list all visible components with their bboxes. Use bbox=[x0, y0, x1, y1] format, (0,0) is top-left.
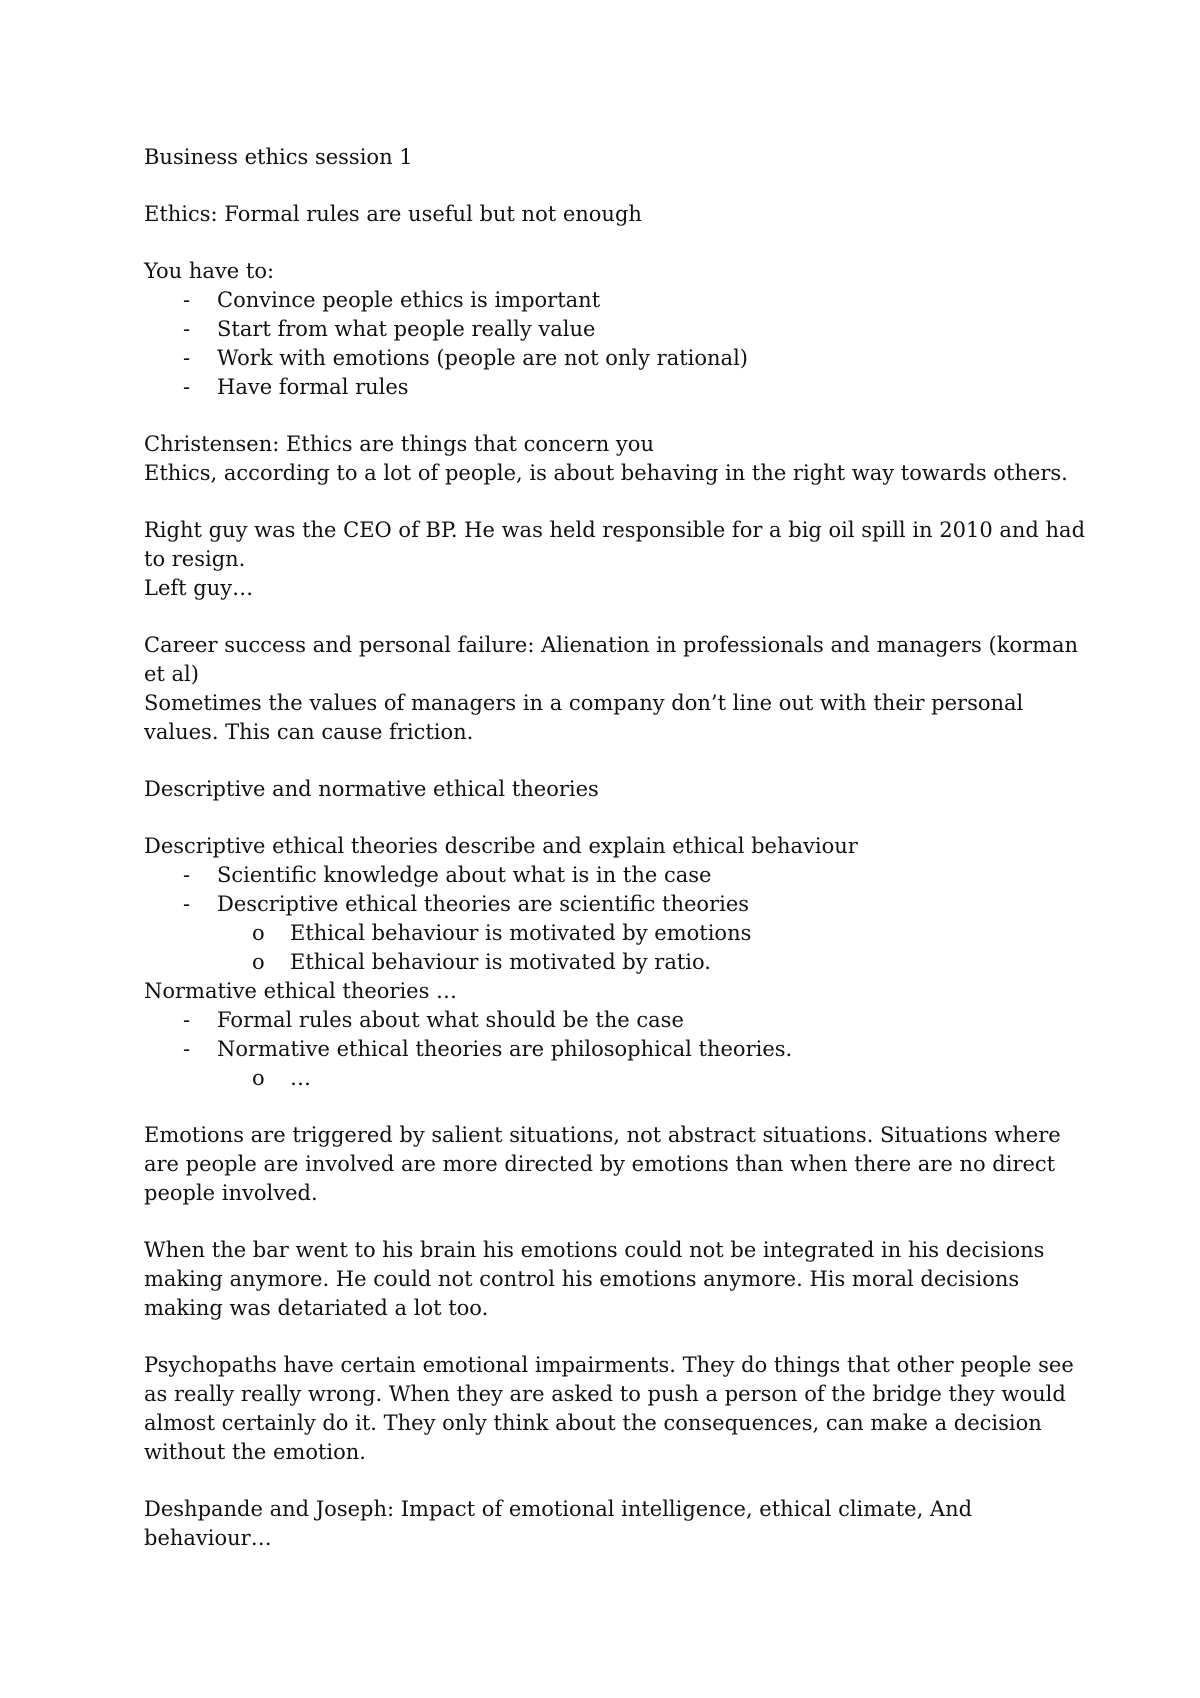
paragraph-line: people involved. bbox=[144, 1181, 318, 1205]
list-item-text: Normative ethical theories are philosophical theories. bbox=[217, 1037, 793, 1061]
dash-bullet: - bbox=[183, 288, 191, 312]
emotions-paragraph bbox=[144, 1121, 1074, 1208]
document-title bbox=[144, 143, 1074, 172]
list-item bbox=[144, 1006, 1074, 1035]
paragraph-line: Sometimes the values of managers in a company don’t line out with their personal bbox=[144, 691, 1024, 715]
list-item bbox=[144, 890, 1074, 919]
paragraph-line: Ethics, according to a lot of people, is about behaving in the right way towards others. bbox=[144, 461, 1068, 485]
paragraph-line: almost certainly do it. They only think about the consequences, can make a decision bbox=[144, 1411, 1042, 1435]
you-have-to-list bbox=[144, 286, 1074, 402]
paragraph-line: Career success and personal failure: Alienation in professionals and managers (korman bbox=[144, 633, 1079, 657]
list-item-text: Scientific knowledge about what is in the case bbox=[217, 863, 712, 887]
psychopaths-paragraph bbox=[144, 1351, 1074, 1467]
paragraph-line: Deshpande and Joseph: Impact of emotional intelligence, ethical climate, And bbox=[144, 1497, 973, 1521]
dash-bullet: - bbox=[183, 863, 191, 887]
dash-bullet: - bbox=[183, 317, 191, 341]
normative-list bbox=[144, 1006, 1074, 1064]
career-paragraph bbox=[144, 631, 1079, 747]
list-item bbox=[144, 315, 1074, 344]
dash-bullet: - bbox=[183, 346, 191, 370]
dash-bullet: - bbox=[183, 892, 191, 916]
theories-section bbox=[144, 832, 1074, 1093]
descriptive-intro: Descriptive ethical theories describe and explain ethical behaviour bbox=[144, 834, 858, 858]
paragraph-line: are people are involved are more directed by emotions than when there are no direct bbox=[144, 1152, 1056, 1176]
you-have-to-intro: You have to: bbox=[144, 259, 275, 283]
dash-bullet: - bbox=[183, 375, 191, 399]
dash-bullet: - bbox=[183, 1037, 191, 1061]
you-have-to-section bbox=[144, 257, 1074, 402]
bar-paragraph bbox=[144, 1236, 1074, 1323]
heading-text: Descriptive and normative ethical theories bbox=[144, 777, 599, 801]
paragraph-line: making anymore. He could not control his emotions anymore. His moral decisions bbox=[144, 1267, 1020, 1291]
normative-intro: Normative ethical theories … bbox=[144, 979, 458, 1003]
document-body bbox=[144, 143, 1086, 1553]
theories-heading bbox=[144, 775, 1074, 804]
paragraph-line: behaviour… bbox=[144, 1526, 272, 1550]
paragraph-line: Left guy… bbox=[144, 576, 254, 600]
list-item bbox=[144, 1035, 1074, 1064]
list-item-text: Descriptive ethical theories are scientific theories bbox=[217, 892, 750, 916]
list-item bbox=[144, 286, 1074, 315]
christensen-paragraph bbox=[144, 430, 1074, 488]
sublist-item bbox=[144, 1064, 1074, 1093]
paragraph-line: Christensen: Ethics are things that concern you bbox=[144, 432, 654, 456]
normative-sublist bbox=[144, 1064, 1074, 1093]
paragraph-line: Psychopaths have certain emotional impairments. They do things that other people see bbox=[144, 1353, 1074, 1377]
paragraph-line: as really really wrong. When they are asked to push a person of the bridge they would bbox=[144, 1382, 1066, 1406]
ethics-text: Ethics: Formal rules are useful but not enough bbox=[144, 202, 642, 226]
sublist-item bbox=[144, 948, 1074, 977]
title-text: Business ethics session 1 bbox=[144, 145, 413, 169]
list-item-text: Work with emotions (people are not only rational) bbox=[217, 346, 748, 370]
paragraph-line: making was detariated a lot too. bbox=[144, 1296, 489, 1320]
circle-bullet: o bbox=[252, 921, 265, 945]
paragraph-line: to resign. bbox=[144, 547, 246, 571]
list-item-text: Formal rules about what should be the case bbox=[217, 1008, 684, 1032]
circle-bullet: o bbox=[252, 950, 265, 974]
list-item bbox=[144, 344, 1074, 373]
bp-paragraph bbox=[144, 516, 1086, 603]
paragraph-line: values. This can cause friction. bbox=[144, 720, 474, 744]
list-item-text: Have formal rules bbox=[217, 375, 409, 399]
sublist-item-text: Ethical behaviour is motivated by ratio. bbox=[290, 950, 711, 974]
paragraph-line: When the bar went to his brain his emotions could not be integrated in his decisions bbox=[144, 1238, 1045, 1262]
sublist-item-text: … bbox=[290, 1066, 311, 1090]
sublist-item bbox=[144, 919, 1074, 948]
paragraph-line: Right guy was the CEO of BP. He was held responsible for a big oil spill in 2010 and had bbox=[144, 518, 1086, 542]
paragraph-line: Emotions are triggered by salient situations, not abstract situations. Situations where bbox=[144, 1123, 1061, 1147]
descriptive-sublist bbox=[144, 919, 1074, 977]
paragraph-line: without the emotion. bbox=[144, 1440, 366, 1464]
ethics-paragraph bbox=[144, 200, 1074, 229]
list-item-text: Convince people ethics is important bbox=[217, 288, 601, 312]
dash-bullet: - bbox=[183, 1008, 191, 1032]
list-item bbox=[144, 373, 1074, 402]
deshpande-paragraph bbox=[144, 1495, 1074, 1553]
circle-bullet: o bbox=[252, 1066, 265, 1090]
descriptive-list bbox=[144, 861, 1074, 919]
sublist-item-text: Ethical behaviour is motivated by emotions bbox=[290, 921, 752, 945]
list-item bbox=[144, 861, 1074, 890]
list-item-text: Start from what people really value bbox=[217, 317, 596, 341]
paragraph-line: et al) bbox=[144, 662, 199, 686]
